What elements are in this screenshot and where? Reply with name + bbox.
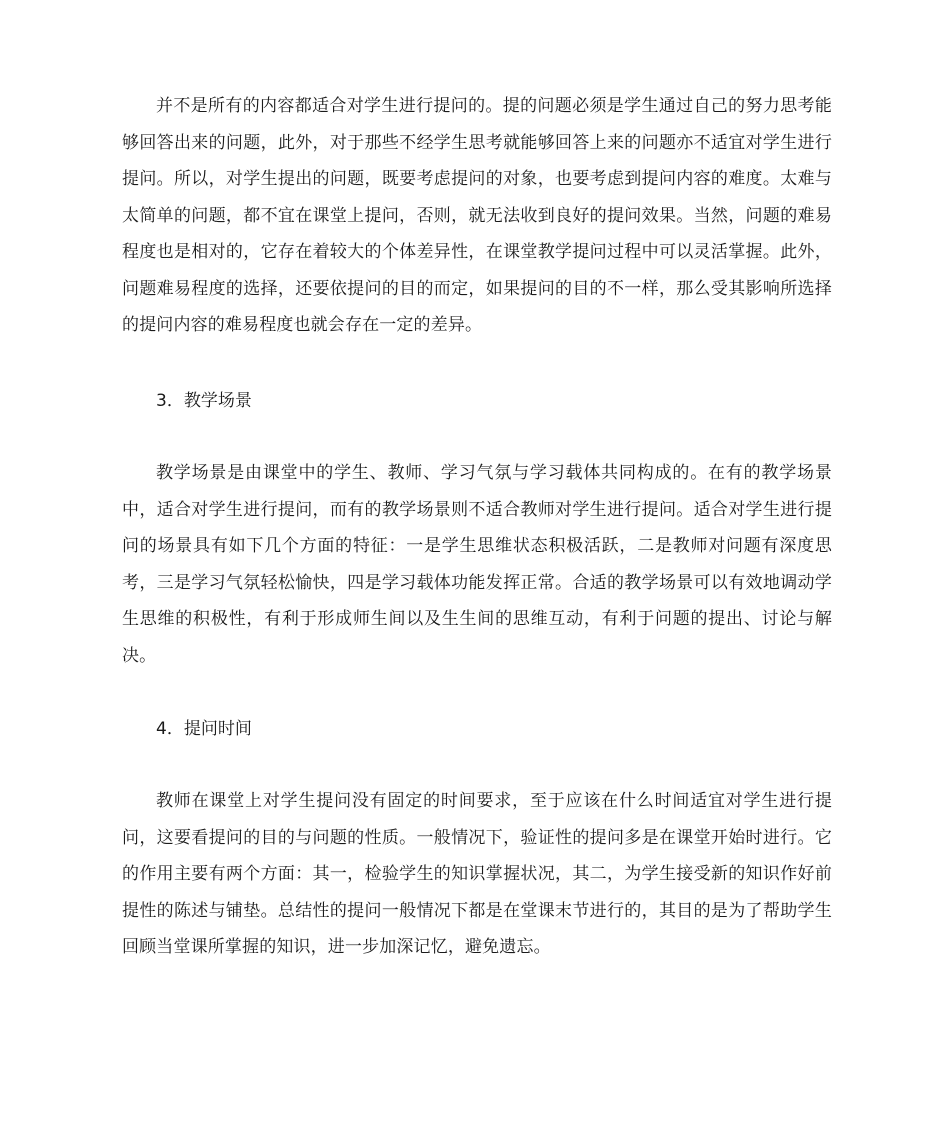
body-paragraph: 并不是所有的内容都适合对学生进行提问的。提的问题必须是学生通过自己的努力思考能够回答出来的问题，此外，对于那些不经学生思考就能够回答上来的问题亦不适宜对学生进行提问。所以，对学生提出的问题，既要考虑提问的对象，也要考虑到提问内容的难度。太难与太简单的问题，都不宜在课堂上提问，否则，就无法收到良好的提问效果。当然，问题的难易程度也是相对的，它存在着较大的个体差异性，在课堂教学提问过程中可以灵活掌握。此外，问题难易程度的选择，还要依提问的目的而定，如果提问的目的不一样，那么受其影响所选择的提问内容的难易程度也就会存在一定的差异。 [122, 96, 832, 335]
body-paragraph: 教学场景是由课堂中的学生、教师、学习气氛与学习载体共同构成的。在有的教学场景中，适合对学生进行提问，而有的教学场景则不适合教师对学生进行提问。适合对学生进行提问的场景具有如下几个方面的特征：一是学生思维状态积极活跃，二是教师对问题有深度思考，三是学习气氛轻松愉快，四是学习载体功能发挥正常。合适的教学场景可以有效地调动学生思维的积极性，有利于形成师生间以及生生间的思维互动，有利于问题的提出、讨论与解决。 [122, 463, 832, 666]
body-paragraph: 教师在课堂上对学生提问没有固定的时间要求，至于应该在什么时间适宜对学生进行提问，这要看提问的目的与问题的性质。一般情况下，验证性的提问多是在课堂开始时进行。它的作用主要有两个方面：其一，检验学生的知识掌握状况，其二，为学生接受新的知识作好前提性的陈述与铺垫。总结性的提问一般情况下都是在堂课末节进行的，其目的是为了帮助学生回顾当堂课所掌握的知识，进一步加深记忆，避免遗忘。 [122, 791, 832, 957]
section-heading: 4．提问时间 [156, 719, 252, 739]
section-heading: 3．教学场景 [156, 391, 252, 411]
